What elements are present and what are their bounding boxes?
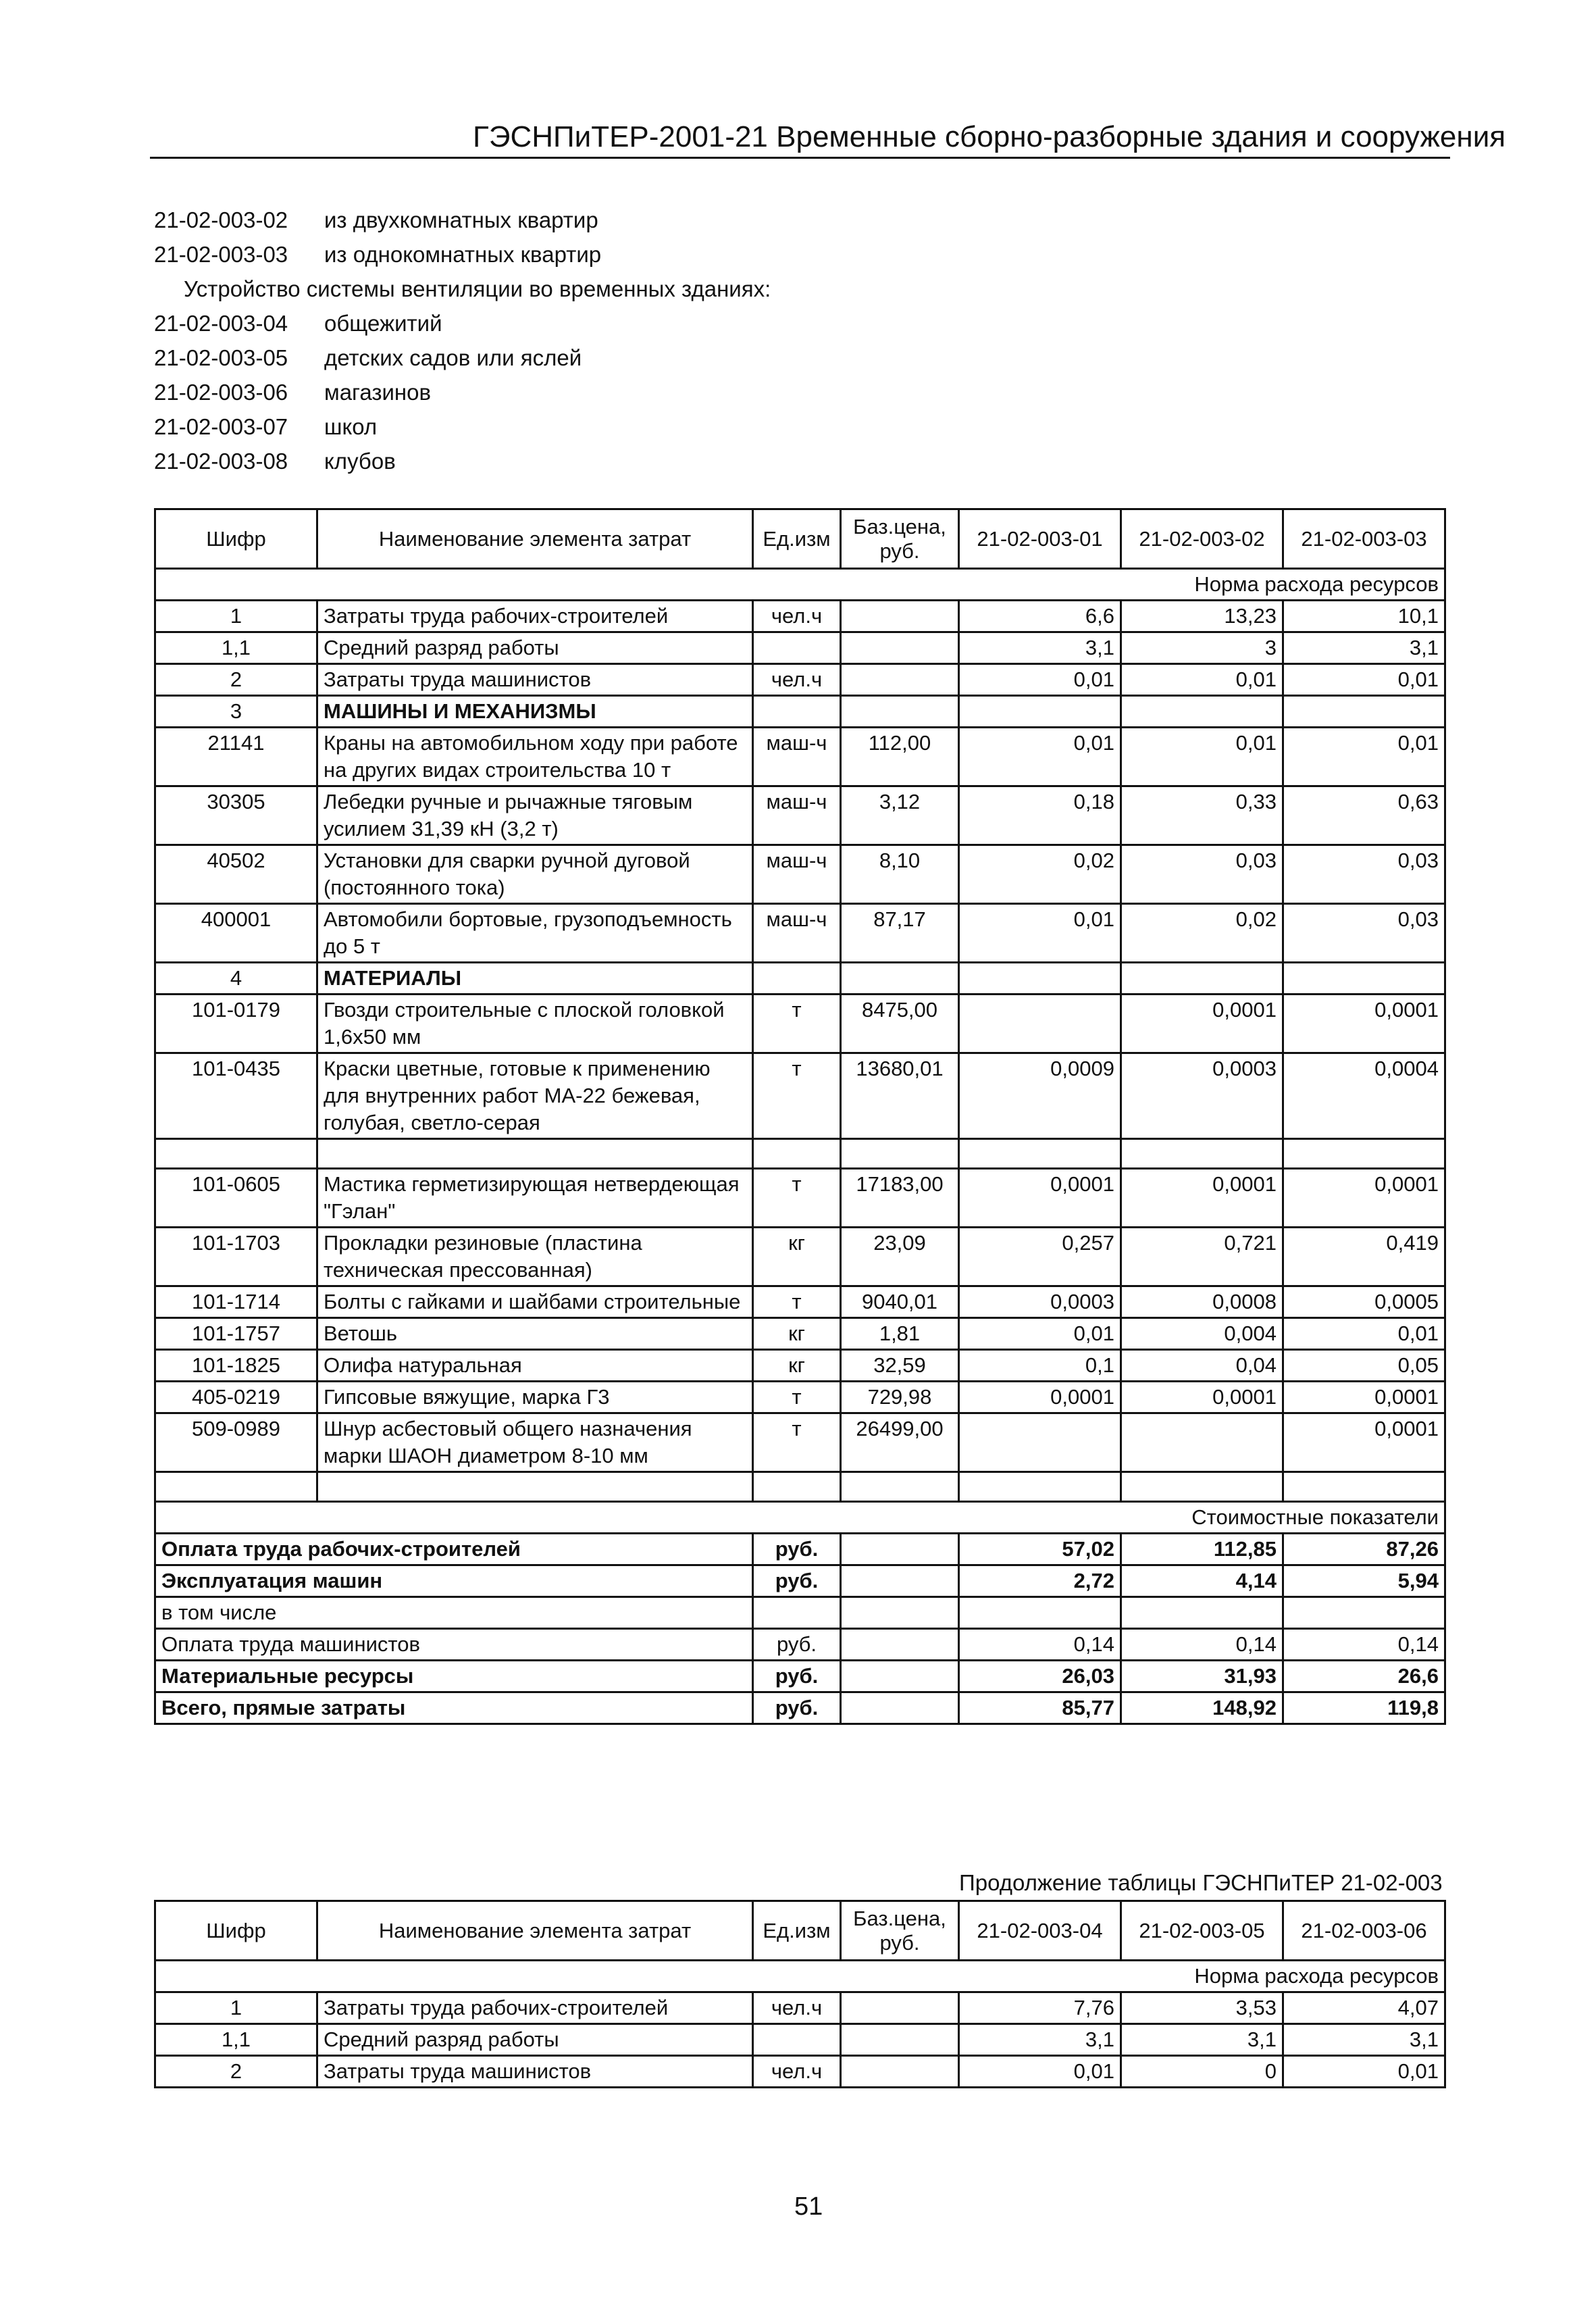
cost-unit: руб. [753, 1692, 841, 1724]
header-code: Шифр [155, 1901, 317, 1961]
spacer-cell [1283, 1472, 1445, 1502]
table-row [155, 995, 1445, 1053]
row-unit: маш-ч [753, 845, 841, 904]
row-name: Установки для сварки ручной дуговой (постоянного тока) [317, 845, 753, 904]
row-value-2 [1121, 696, 1283, 728]
row-value-2: 0,0003 [1121, 1053, 1283, 1139]
header-name: Наименование элемента затрат [317, 509, 753, 569]
cost-value-2: 4,14 [1121, 1565, 1283, 1597]
spacer-cell [1283, 1139, 1445, 1169]
row-name: Ветошь [317, 1318, 753, 1350]
cost-value-1: 2,72 [959, 1565, 1121, 1597]
row-value-3: 0,0001 [1283, 1413, 1445, 1472]
row-name: Затраты труда машинистов [317, 2056, 753, 2088]
intro-text: общежитий [324, 311, 442, 336]
row-unit: чел.ч [753, 601, 841, 632]
row-unit [753, 2024, 841, 2056]
intro-code: 21-02-003-02 [154, 207, 288, 232]
intro-code: 21-02-003-05 [154, 345, 288, 370]
cost-name: в том числе [155, 1597, 753, 1629]
spacer-cell [841, 1472, 959, 1502]
cost-value-3: 87,26 [1283, 1534, 1445, 1565]
row-value-1: 0,01 [959, 904, 1121, 963]
row-unit [753, 963, 841, 995]
header-col3: 21-02-003-03 [1283, 509, 1445, 569]
row-name: Мастика герметизирующая нетвердеющая "Гэлан" [317, 1169, 753, 1228]
row-value-3: 0,01 [1283, 664, 1445, 696]
header-name: Наименование элемента затрат [317, 1901, 753, 1961]
cost-row [155, 1534, 1445, 1565]
row-value-3 [1283, 696, 1445, 728]
table-row [155, 1318, 1445, 1350]
intro-line [154, 341, 771, 375]
row-unit: чел.ч [753, 2056, 841, 2088]
intro-line [154, 444, 771, 478]
intro-text: магазинов [324, 380, 432, 405]
row-value-1: 0,257 [959, 1228, 1121, 1286]
cost-unit: руб. [753, 1565, 841, 1597]
row-name: Прокладки резиновые (пластина техническая прессованная) [317, 1228, 753, 1286]
header-price: Баз.цена, руб. [841, 1901, 959, 1961]
intro-line [154, 306, 771, 341]
row-code: 400001 [155, 904, 317, 963]
row-value-2 [1121, 963, 1283, 995]
table-row [155, 845, 1445, 904]
row-value-2 [1121, 1413, 1283, 1472]
row-value-1: 0,0001 [959, 1169, 1121, 1228]
row-unit: кг [753, 1228, 841, 1286]
row-unit: т [753, 1169, 841, 1228]
row-value-2: 0,01 [1121, 728, 1283, 786]
resource-table-main [154, 508, 1446, 1725]
row-name: Средний разряд работы [317, 632, 753, 664]
row-value-2: 0 [1121, 2056, 1283, 2088]
header-col3: 21-02-003-06 [1283, 1901, 1445, 1961]
cost-value-1: 57,02 [959, 1534, 1121, 1565]
row-value-1: 0,1 [959, 1350, 1121, 1382]
row-name: Краски цветные, готовые к применению для внутренних работ МА-22 бежевая, голубая, светло-серая [317, 1053, 753, 1139]
row-price: 26499,00 [841, 1413, 959, 1472]
row-value-3: 0,0004 [1283, 1053, 1445, 1139]
row-name: МАТЕРИАЛЫ [317, 963, 753, 995]
row-value-2: 0,04 [1121, 1350, 1283, 1382]
table-row [155, 696, 1445, 728]
row-price [841, 2024, 959, 2056]
row-value-1: 0,18 [959, 786, 1121, 845]
intro-line [154, 409, 771, 444]
spacer-cell [317, 1472, 753, 1502]
spacer-cell [155, 1139, 317, 1169]
continuation-caption: Продолжение таблицы ГЭСНПиТЕР 21-02-003 [959, 1870, 1443, 1895]
row-code: 101-1825 [155, 1350, 317, 1382]
spacer-cell [155, 1472, 317, 1502]
row-value-3: 10,1 [1283, 601, 1445, 632]
row-value-1: 3,1 [959, 632, 1121, 664]
table-row [155, 1413, 1445, 1472]
intro-text: из двухкомнатных квартир [324, 207, 598, 232]
intro-subheading: Устройство системы вентиляции во временных зданиях: [184, 276, 771, 301]
spacer-cell [753, 1472, 841, 1502]
row-value-1: 0,01 [959, 728, 1121, 786]
cost-name: Оплата труда рабочих-строителей [155, 1534, 753, 1565]
cost-row [155, 1661, 1445, 1692]
cost-value-2: 31,93 [1121, 1661, 1283, 1692]
row-value-2: 0,0001 [1121, 1169, 1283, 1228]
cost-price [841, 1629, 959, 1661]
row-price [841, 963, 959, 995]
row-code: 101-1714 [155, 1286, 317, 1318]
row-name: Гвозди строительные с плоской головкой 1,6x50 мм [317, 995, 753, 1053]
row-value-3: 0,05 [1283, 1350, 1445, 1382]
row-value-3 [1283, 963, 1445, 995]
row-name: Болты с гайками и шайбами строительные [317, 1286, 753, 1318]
spacer-cell [1121, 1472, 1283, 1502]
table-row [155, 1169, 1445, 1228]
row-value-1: 7,76 [959, 1992, 1121, 2024]
row-price: 13680,01 [841, 1053, 959, 1139]
row-price: 112,00 [841, 728, 959, 786]
row-code: 101-1757 [155, 1318, 317, 1350]
row-value-1: 6,6 [959, 601, 1121, 632]
resource-table-continuation [154, 1900, 1446, 2088]
intro-text: детских садов или яслей [324, 345, 582, 370]
row-unit [753, 696, 841, 728]
cost-name: Эксплуатация машин [155, 1565, 753, 1597]
cost-price [841, 1597, 959, 1629]
cost-name: Материальные ресурсы [155, 1661, 753, 1692]
cost-unit: руб. [753, 1534, 841, 1565]
row-price: 1,81 [841, 1318, 959, 1350]
row-price [841, 696, 959, 728]
table-header-row [155, 509, 1445, 569]
cost-label-row [155, 1502, 1445, 1534]
cost-value-3: 0,14 [1283, 1629, 1445, 1661]
cost-unit [753, 1597, 841, 1629]
row-value-2: 3,1 [1121, 2024, 1283, 2056]
row-name: Автомобили бортовые, грузоподъемность до 5 т [317, 904, 753, 963]
row-price: 17183,00 [841, 1169, 959, 1228]
row-code: 101-0435 [155, 1053, 317, 1139]
row-price: 23,09 [841, 1228, 959, 1286]
table-row [155, 2024, 1445, 2056]
header-unit: Ед.изм [753, 509, 841, 569]
cost-value-3 [1283, 1597, 1445, 1629]
row-code: 101-0605 [155, 1169, 317, 1228]
spacer-cell [317, 1139, 753, 1169]
row-value-2: 0,721 [1121, 1228, 1283, 1286]
cost-price [841, 1534, 959, 1565]
row-value-1: 0,0009 [959, 1053, 1121, 1139]
row-value-2: 13,23 [1121, 601, 1283, 632]
table-row [155, 786, 1445, 845]
row-name: МАШИНЫ И МЕХАНИЗМЫ [317, 696, 753, 728]
row-price: 87,17 [841, 904, 959, 963]
cost-value-2 [1121, 1597, 1283, 1629]
cost-label: Стоимостные показатели [155, 1502, 1445, 1534]
row-code: 405-0219 [155, 1382, 317, 1413]
row-value-2: 0,03 [1121, 845, 1283, 904]
row-value-3: 3,1 [1283, 632, 1445, 664]
row-value-3: 4,07 [1283, 1992, 1445, 2024]
row-value-2: 0,004 [1121, 1318, 1283, 1350]
row-value-1 [959, 963, 1121, 995]
table-header-row [155, 1901, 1445, 1961]
row-unit: маш-ч [753, 728, 841, 786]
row-price: 8,10 [841, 845, 959, 904]
table-row [155, 2056, 1445, 2088]
row-price [841, 601, 959, 632]
row-value-1: 0,01 [959, 664, 1121, 696]
row-code: 101-1703 [155, 1228, 317, 1286]
row-value-1: 0,0001 [959, 1382, 1121, 1413]
cost-row [155, 1565, 1445, 1597]
table-row [155, 601, 1445, 632]
cost-row [155, 1692, 1445, 1724]
table-row [155, 963, 1445, 995]
spacer-cell [841, 1139, 959, 1169]
spacer-row [155, 1139, 1445, 1169]
table-row [155, 1286, 1445, 1318]
cost-name: Оплата труда машинистов [155, 1629, 753, 1661]
row-value-2: 3,53 [1121, 1992, 1283, 2024]
row-value-2: 0,0001 [1121, 995, 1283, 1053]
row-name: Олифа натуральная [317, 1350, 753, 1382]
row-code: 21141 [155, 728, 317, 786]
row-value-2: 0,0001 [1121, 1382, 1283, 1413]
cost-value-3: 119,8 [1283, 1692, 1445, 1724]
row-value-1: 0,01 [959, 1318, 1121, 1350]
row-value-3: 0,0001 [1283, 1169, 1445, 1228]
table-row [155, 728, 1445, 786]
row-price [841, 1992, 959, 2024]
spacer-cell [1121, 1139, 1283, 1169]
intro-line [154, 375, 771, 409]
table-row [155, 632, 1445, 664]
cost-value-1: 85,77 [959, 1692, 1121, 1724]
row-value-3: 0,419 [1283, 1228, 1445, 1286]
header-price: Баз.цена, руб. [841, 509, 959, 569]
cost-value-1: 0,14 [959, 1629, 1121, 1661]
header-col2: 21-02-003-05 [1121, 1901, 1283, 1961]
row-code: 509-0989 [155, 1413, 317, 1472]
intro-list [154, 203, 771, 478]
cost-value-2: 148,92 [1121, 1692, 1283, 1724]
row-value-3: 0,0001 [1283, 995, 1445, 1053]
row-value-2: 0,33 [1121, 786, 1283, 845]
row-value-1 [959, 1413, 1121, 1472]
row-value-1: 0,01 [959, 2056, 1121, 2088]
cost-value-3: 26,6 [1283, 1661, 1445, 1692]
header-unit: Ед.изм [753, 1901, 841, 1961]
row-unit: т [753, 1053, 841, 1139]
table-row [155, 1350, 1445, 1382]
row-unit: т [753, 995, 841, 1053]
intro-line [154, 237, 771, 272]
row-value-3: 0,01 [1283, 2056, 1445, 2088]
row-name: Затраты труда рабочих-строителей [317, 601, 753, 632]
cost-row [155, 1629, 1445, 1661]
norm-label-row [155, 1961, 1445, 1992]
row-name: Средний разряд работы [317, 2024, 753, 2056]
cost-name: Всего, прямые затраты [155, 1692, 753, 1724]
spacer-cell [959, 1139, 1121, 1169]
row-code: 3 [155, 696, 317, 728]
row-value-1: 0,0003 [959, 1286, 1121, 1318]
row-price: 8475,00 [841, 995, 959, 1053]
row-code: 1,1 [155, 2024, 317, 2056]
table-row [155, 1228, 1445, 1286]
row-value-1 [959, 995, 1121, 1053]
cost-price [841, 1565, 959, 1597]
row-unit: маш-ч [753, 786, 841, 845]
table-row [155, 904, 1445, 963]
row-unit: кг [753, 1318, 841, 1350]
cost-value-3: 5,94 [1283, 1565, 1445, 1597]
intro-code: 21-02-003-04 [154, 311, 288, 336]
header-col1: 21-02-003-01 [959, 509, 1121, 569]
row-value-1: 3,1 [959, 2024, 1121, 2056]
spacer-cell [959, 1472, 1121, 1502]
row-code: 2 [155, 664, 317, 696]
intro-code: 21-02-003-08 [154, 449, 288, 474]
row-name: Краны на автомобильном ходу при работе на других видах строительства 10 т [317, 728, 753, 786]
intro-text: школ [324, 414, 378, 439]
table-row [155, 1382, 1445, 1413]
row-code: 1,1 [155, 632, 317, 664]
row-value-1: 0,02 [959, 845, 1121, 904]
row-name: Шнур асбестовый общего назначения марки ШАОН диаметром 8-10 мм [317, 1413, 753, 1472]
row-unit: маш-ч [753, 904, 841, 963]
row-unit [753, 632, 841, 664]
row-unit: т [753, 1382, 841, 1413]
row-code: 40502 [155, 845, 317, 904]
row-code: 1 [155, 1992, 317, 2024]
row-value-2: 0,02 [1121, 904, 1283, 963]
row-code: 1 [155, 601, 317, 632]
header-code: Шифр [155, 509, 317, 569]
cost-value-1 [959, 1597, 1121, 1629]
cost-unit: руб. [753, 1629, 841, 1661]
cost-price [841, 1661, 959, 1692]
table-row [155, 1992, 1445, 2024]
row-value-2: 0,0008 [1121, 1286, 1283, 1318]
row-value-1 [959, 696, 1121, 728]
row-code: 2 [155, 2056, 317, 2088]
row-name: Затраты труда машинистов [317, 664, 753, 696]
cost-value-1: 26,03 [959, 1661, 1121, 1692]
row-code: 101-0179 [155, 995, 317, 1053]
page-header-title: ГЭСНПиТЕР-2001-21 Временные сборно-разборные здания и сооружения [473, 120, 1506, 153]
norm-label: Норма расхода ресурсов [155, 1961, 1445, 1992]
cost-row [155, 1597, 1445, 1629]
row-value-2: 3 [1121, 632, 1283, 664]
table-row [155, 664, 1445, 696]
norm-label: Норма расхода ресурсов [155, 569, 1445, 601]
row-value-2: 0,01 [1121, 664, 1283, 696]
row-value-3: 0,01 [1283, 1318, 1445, 1350]
intro-code: 21-02-003-07 [154, 414, 288, 439]
row-unit: чел.ч [753, 664, 841, 696]
row-value-3: 0,0001 [1283, 1382, 1445, 1413]
row-code: 30305 [155, 786, 317, 845]
header-rule [150, 157, 1450, 159]
spacer-cell [753, 1139, 841, 1169]
row-name: Гипсовые вяжущие, марка Г3 [317, 1382, 753, 1413]
table-row [155, 1053, 1445, 1139]
row-value-3: 0,03 [1283, 845, 1445, 904]
row-value-3: 3,1 [1283, 2024, 1445, 2056]
header-col2: 21-02-003-02 [1121, 509, 1283, 569]
intro-subheading-row [154, 272, 771, 306]
row-unit: т [753, 1286, 841, 1318]
header-col1: 21-02-003-04 [959, 1901, 1121, 1961]
intro-text: клубов [324, 449, 396, 474]
row-unit: кг [753, 1350, 841, 1382]
row-name: Лебедки ручные и рычажные тяговым усилием 31,39 кН (3,2 т) [317, 786, 753, 845]
page-number: 51 [794, 2192, 823, 2221]
spacer-row [155, 1472, 1445, 1502]
intro-code: 21-02-003-03 [154, 242, 288, 267]
row-unit: т [753, 1413, 841, 1472]
cost-price [841, 1692, 959, 1724]
cost-value-2: 112,85 [1121, 1534, 1283, 1565]
cost-value-2: 0,14 [1121, 1629, 1283, 1661]
row-price: 32,59 [841, 1350, 959, 1382]
row-price [841, 632, 959, 664]
row-price: 9040,01 [841, 1286, 959, 1318]
row-price: 3,12 [841, 786, 959, 845]
cost-unit: руб. [753, 1661, 841, 1692]
intro-code: 21-02-003-06 [154, 380, 288, 405]
row-name: Затраты труда рабочих-строителей [317, 1992, 753, 2024]
norm-label-row [155, 569, 1445, 601]
row-price [841, 664, 959, 696]
row-value-3: 0,63 [1283, 786, 1445, 845]
row-value-3: 0,01 [1283, 728, 1445, 786]
intro-line [154, 203, 771, 237]
row-value-3: 0,0005 [1283, 1286, 1445, 1318]
row-price: 729,98 [841, 1382, 959, 1413]
row-code: 4 [155, 963, 317, 995]
intro-text: из однокомнатных квартир [324, 242, 602, 267]
row-unit: чел.ч [753, 1992, 841, 2024]
row-price [841, 2056, 959, 2088]
row-value-3: 0,03 [1283, 904, 1445, 963]
